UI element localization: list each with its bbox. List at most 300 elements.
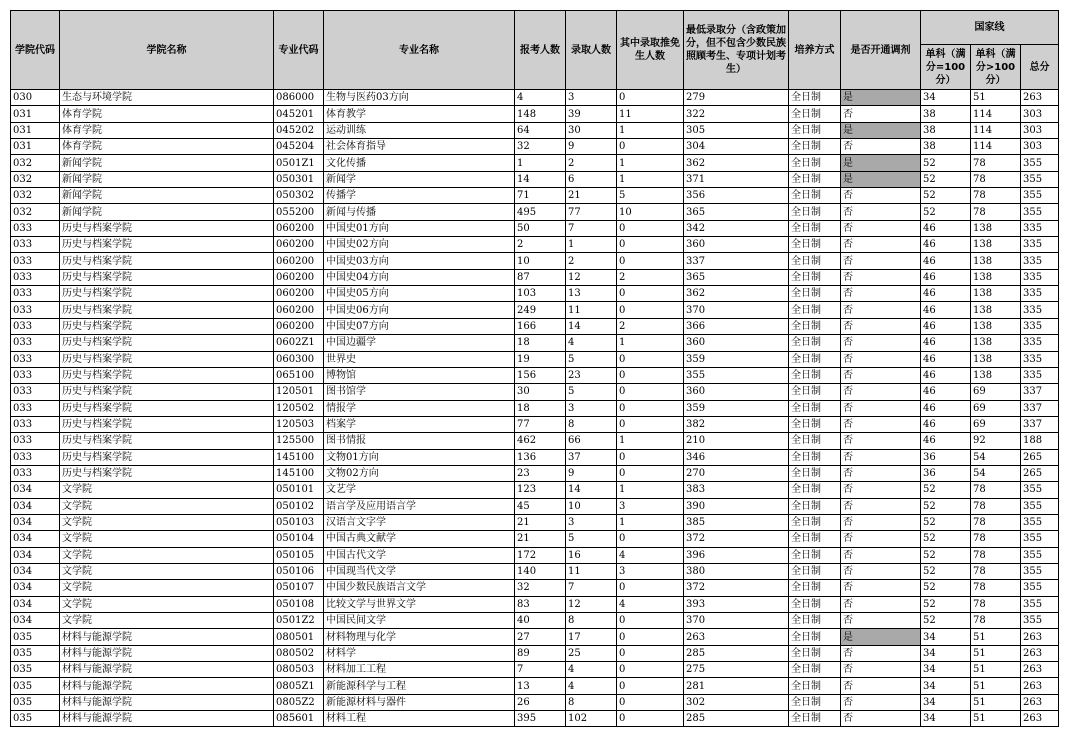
cell-mode: 全日制 [789, 188, 841, 204]
cell-adjust: 否 [841, 237, 921, 253]
table-row [11, 449, 1059, 465]
cell-college-code: 033 [11, 302, 60, 318]
cell-single-100: 46 [921, 367, 971, 383]
cell-major-code: 045204 [274, 139, 324, 155]
cell-college-name: 新闻学院 [60, 188, 274, 204]
cell-college-code: 035 [11, 694, 60, 710]
cell-adjust: 否 [841, 351, 921, 367]
cell-total: 303 [1021, 139, 1059, 155]
cell-college-name: 材料与能源学院 [60, 629, 274, 645]
col-header-college-name: 学院名称 [60, 11, 274, 90]
cell-college-code: 033 [11, 367, 60, 383]
cell-mode: 全日制 [789, 547, 841, 563]
cell-major-code: 145100 [274, 449, 324, 465]
table-row [11, 269, 1059, 285]
cell-college-code: 033 [11, 220, 60, 236]
cell-college-code: 035 [11, 662, 60, 678]
cell-admitted: 9 [566, 465, 617, 481]
cell-mode: 全日制 [789, 318, 841, 334]
cell-applicants: 50 [515, 220, 566, 236]
cell-min-score: 305 [684, 122, 789, 138]
cell-major-code: 050106 [274, 563, 324, 579]
cell-total: 355 [1021, 514, 1059, 530]
cell-single-100: 46 [921, 269, 971, 285]
cell-single-over100: 69 [971, 384, 1021, 400]
cell-major-code: 050103 [274, 514, 324, 530]
cell-adjust: 否 [841, 433, 921, 449]
cell-mode: 全日制 [789, 171, 841, 187]
cell-college-code: 031 [11, 106, 60, 122]
col-header-min-score: 最低录取分（含政策加分，但不包含少数民族照顾考生、专项计划考生） [684, 11, 789, 90]
cell-major-name: 档案学 [324, 416, 515, 432]
cell-college-name: 生态与环境学院 [60, 90, 274, 106]
cell-exempt: 0 [617, 384, 684, 400]
table-row [11, 531, 1059, 547]
cell-min-score: 275 [684, 662, 789, 678]
cell-college-name: 材料与能源学院 [60, 678, 274, 694]
cell-college-code: 033 [11, 416, 60, 432]
cell-college-name: 文学院 [60, 580, 274, 596]
cell-college-code: 031 [11, 139, 60, 155]
table-row [11, 580, 1059, 596]
cell-major-name: 中国史07方向 [324, 318, 515, 334]
cell-applicants: 71 [515, 188, 566, 204]
cell-major-name: 社会体育指导 [324, 139, 515, 155]
cell-total: 355 [1021, 482, 1059, 498]
cell-mode: 全日制 [789, 269, 841, 285]
cell-admitted: 13 [566, 286, 617, 302]
cell-adjust: 是 [841, 155, 921, 171]
cell-single-over100: 138 [971, 302, 1021, 318]
cell-major-code: 055200 [274, 204, 324, 220]
cell-admitted: 16 [566, 547, 617, 563]
cell-adjust: 否 [841, 269, 921, 285]
cell-adjust: 否 [841, 662, 921, 678]
table-row [11, 335, 1059, 351]
cell-applicants: 172 [515, 547, 566, 563]
cell-adjust: 否 [841, 220, 921, 236]
cell-admitted: 1 [566, 237, 617, 253]
cell-exempt: 0 [617, 367, 684, 383]
cell-admitted: 6 [566, 171, 617, 187]
cell-college-code: 033 [11, 253, 60, 269]
cell-applicants: 249 [515, 302, 566, 318]
cell-applicants: 7 [515, 662, 566, 678]
cell-mode: 全日制 [789, 465, 841, 481]
cell-total: 355 [1021, 204, 1059, 220]
cell-single-over100: 78 [971, 514, 1021, 530]
cell-admitted: 8 [566, 613, 617, 629]
cell-applicants: 19 [515, 351, 566, 367]
cell-single-100: 34 [921, 645, 971, 661]
cell-single-over100: 69 [971, 416, 1021, 432]
cell-college-name: 历史与档案学院 [60, 269, 274, 285]
cell-mode: 全日制 [789, 220, 841, 236]
cell-applicants: 166 [515, 318, 566, 334]
table-row [11, 416, 1059, 432]
cell-major-code: 080502 [274, 645, 324, 661]
cell-single-100: 52 [921, 613, 971, 629]
cell-min-score: 371 [684, 171, 789, 187]
cell-major-code: 060200 [274, 286, 324, 302]
cell-admitted: 4 [566, 662, 617, 678]
cell-major-name: 世界史 [324, 351, 515, 367]
cell-applicants: 32 [515, 580, 566, 596]
cell-exempt: 0 [617, 629, 684, 645]
cell-single-over100: 114 [971, 106, 1021, 122]
col-header-national-line: 国家线 [921, 11, 1059, 45]
cell-exempt: 11 [617, 106, 684, 122]
cell-exempt: 3 [617, 563, 684, 579]
cell-exempt: 0 [617, 645, 684, 661]
cell-major-code: 080503 [274, 662, 324, 678]
cell-single-over100: 138 [971, 286, 1021, 302]
table-row [11, 514, 1059, 530]
cell-major-name: 语言学及应用语言学 [324, 498, 515, 514]
cell-applicants: 156 [515, 367, 566, 383]
cell-single-over100: 138 [971, 237, 1021, 253]
cell-major-code: 0602Z1 [274, 335, 324, 351]
cell-college-code: 031 [11, 122, 60, 138]
cell-total: 335 [1021, 269, 1059, 285]
cell-single-over100: 51 [971, 90, 1021, 106]
cell-adjust: 否 [841, 678, 921, 694]
cell-min-score: 285 [684, 645, 789, 661]
cell-total: 303 [1021, 106, 1059, 122]
cell-total: 263 [1021, 694, 1059, 710]
cell-major-name: 中国古典文献学 [324, 531, 515, 547]
cell-major-name: 中国少数民族语言文学 [324, 580, 515, 596]
cell-total: 355 [1021, 547, 1059, 563]
cell-total: 335 [1021, 318, 1059, 334]
cell-single-100: 52 [921, 204, 971, 220]
cell-major-name: 中国史01方向 [324, 220, 515, 236]
cell-admitted: 77 [566, 204, 617, 220]
cell-applicants: 495 [515, 204, 566, 220]
cell-total: 337 [1021, 384, 1059, 400]
cell-major-name: 新能源科学与工程 [324, 678, 515, 694]
cell-single-100: 52 [921, 580, 971, 596]
cell-major-code: 060200 [274, 220, 324, 236]
table-row [11, 613, 1059, 629]
cell-total: 303 [1021, 122, 1059, 138]
cell-mode: 全日制 [789, 286, 841, 302]
cell-mode: 全日制 [789, 580, 841, 596]
cell-min-score: 372 [684, 580, 789, 596]
cell-college-name: 文学院 [60, 514, 274, 530]
cell-major-name: 材料物理与化学 [324, 629, 515, 645]
cell-college-code: 034 [11, 531, 60, 547]
cell-exempt: 0 [617, 253, 684, 269]
cell-admitted: 11 [566, 302, 617, 318]
cell-adjust: 是 [841, 629, 921, 645]
col-header-college-code: 学院代码 [11, 11, 60, 90]
cell-min-score: 370 [684, 302, 789, 318]
cell-exempt: 4 [617, 596, 684, 612]
cell-min-score: 355 [684, 367, 789, 383]
cell-single-over100: 114 [971, 122, 1021, 138]
cell-admitted: 2 [566, 155, 617, 171]
cell-major-name: 汉语言文字学 [324, 514, 515, 530]
cell-college-code: 034 [11, 482, 60, 498]
cell-single-over100: 138 [971, 318, 1021, 334]
cell-single-100: 34 [921, 678, 971, 694]
cell-min-score: 285 [684, 711, 789, 727]
admission-score-table [10, 10, 1059, 727]
cell-single-100: 36 [921, 449, 971, 465]
cell-college-code: 033 [11, 465, 60, 481]
col-header-mode: 培养方式 [789, 11, 841, 90]
cell-major-name: 中国边疆学 [324, 335, 515, 351]
cell-exempt: 1 [617, 433, 684, 449]
table-row [11, 302, 1059, 318]
cell-major-code: 0501Z2 [274, 613, 324, 629]
cell-college-name: 历史与档案学院 [60, 400, 274, 416]
cell-total: 263 [1021, 90, 1059, 106]
cell-college-code: 035 [11, 711, 60, 727]
cell-exempt: 0 [617, 580, 684, 596]
table-row [11, 678, 1059, 694]
cell-total: 355 [1021, 171, 1059, 187]
cell-major-name: 材料加工工程 [324, 662, 515, 678]
cell-applicants: 18 [515, 335, 566, 351]
cell-adjust: 否 [841, 596, 921, 612]
table-row [11, 367, 1059, 383]
cell-mode: 全日制 [789, 204, 841, 220]
cell-admitted: 5 [566, 351, 617, 367]
cell-major-name: 文艺学 [324, 482, 515, 498]
cell-college-name: 历史与档案学院 [60, 302, 274, 318]
cell-college-code: 033 [11, 384, 60, 400]
cell-admitted: 30 [566, 122, 617, 138]
cell-major-code: 050108 [274, 596, 324, 612]
cell-single-100: 52 [921, 171, 971, 187]
cell-applicants: 26 [515, 694, 566, 710]
cell-total: 335 [1021, 220, 1059, 236]
cell-single-100: 52 [921, 596, 971, 612]
cell-total: 355 [1021, 155, 1059, 171]
cell-major-code: 120501 [274, 384, 324, 400]
cell-total: 188 [1021, 433, 1059, 449]
cell-mode: 全日制 [789, 384, 841, 400]
cell-college-name: 新闻学院 [60, 155, 274, 171]
cell-mode: 全日制 [789, 711, 841, 727]
table-row [11, 694, 1059, 710]
cell-single-over100: 78 [971, 613, 1021, 629]
cell-major-code: 086000 [274, 90, 324, 106]
cell-mode: 全日制 [789, 694, 841, 710]
cell-college-name: 历史与档案学院 [60, 384, 274, 400]
admission-table-container [10, 10, 1058, 727]
cell-applicants: 87 [515, 269, 566, 285]
cell-single-over100: 51 [971, 678, 1021, 694]
cell-college-name: 体育学院 [60, 139, 274, 155]
cell-college-code: 035 [11, 629, 60, 645]
cell-applicants: 18 [515, 400, 566, 416]
cell-adjust: 否 [841, 498, 921, 514]
cell-exempt: 0 [617, 613, 684, 629]
cell-total: 337 [1021, 400, 1059, 416]
cell-major-name: 中国史03方向 [324, 253, 515, 269]
cell-min-score: 342 [684, 220, 789, 236]
cell-single-over100: 138 [971, 367, 1021, 383]
cell-major-name: 中国现当代文学 [324, 563, 515, 579]
cell-major-name: 中国史04方向 [324, 269, 515, 285]
col-header-major-code: 专业代码 [274, 11, 324, 90]
cell-adjust: 否 [841, 318, 921, 334]
cell-single-100: 52 [921, 498, 971, 514]
cell-single-over100: 78 [971, 482, 1021, 498]
cell-major-code: 065100 [274, 367, 324, 383]
col-header-single-over100: 单科（满分>100分） [971, 45, 1021, 90]
cell-total: 355 [1021, 498, 1059, 514]
table-row [11, 237, 1059, 253]
cell-major-name: 中国史02方向 [324, 237, 515, 253]
cell-min-score: 360 [684, 237, 789, 253]
cell-min-score: 396 [684, 547, 789, 563]
cell-exempt: 0 [617, 90, 684, 106]
cell-college-code: 032 [11, 204, 60, 220]
cell-college-code: 033 [11, 433, 60, 449]
cell-total: 335 [1021, 237, 1059, 253]
cell-min-score: 322 [684, 106, 789, 122]
cell-single-100: 46 [921, 253, 971, 269]
cell-single-100: 52 [921, 155, 971, 171]
cell-exempt: 2 [617, 269, 684, 285]
table-body [11, 90, 1059, 727]
cell-major-code: 145100 [274, 465, 324, 481]
cell-exempt: 0 [617, 711, 684, 727]
cell-min-score: 380 [684, 563, 789, 579]
table-row [11, 155, 1059, 171]
cell-single-100: 46 [921, 335, 971, 351]
cell-applicants: 395 [515, 711, 566, 727]
cell-exempt: 0 [617, 139, 684, 155]
cell-total: 335 [1021, 367, 1059, 383]
cell-single-100: 38 [921, 139, 971, 155]
header-row-top [11, 11, 1059, 45]
cell-admitted: 17 [566, 629, 617, 645]
cell-total: 355 [1021, 613, 1059, 629]
cell-adjust: 否 [841, 204, 921, 220]
cell-min-score: 360 [684, 335, 789, 351]
cell-college-name: 材料与能源学院 [60, 645, 274, 661]
cell-major-name: 中国古代文学 [324, 547, 515, 563]
cell-total: 335 [1021, 302, 1059, 318]
cell-min-score: 279 [684, 90, 789, 106]
cell-total: 335 [1021, 286, 1059, 302]
cell-single-over100: 78 [971, 531, 1021, 547]
cell-single-100: 46 [921, 302, 971, 318]
cell-college-name: 历史与档案学院 [60, 335, 274, 351]
cell-mode: 全日制 [789, 106, 841, 122]
table-row [11, 400, 1059, 416]
cell-exempt: 0 [617, 416, 684, 432]
cell-college-name: 历史与档案学院 [60, 351, 274, 367]
cell-mode: 全日制 [789, 367, 841, 383]
cell-college-code: 034 [11, 563, 60, 579]
cell-admitted: 66 [566, 433, 617, 449]
cell-total: 355 [1021, 596, 1059, 612]
cell-major-code: 060200 [274, 253, 324, 269]
cell-adjust: 否 [841, 514, 921, 530]
cell-single-100: 34 [921, 662, 971, 678]
cell-college-name: 历史与档案学院 [60, 220, 274, 236]
cell-mode: 全日制 [789, 400, 841, 416]
cell-applicants: 30 [515, 384, 566, 400]
cell-applicants: 23 [515, 465, 566, 481]
cell-single-over100: 78 [971, 171, 1021, 187]
cell-total: 335 [1021, 253, 1059, 269]
cell-single-over100: 51 [971, 645, 1021, 661]
cell-exempt: 3 [617, 498, 684, 514]
cell-college-code: 034 [11, 498, 60, 514]
cell-applicants: 148 [515, 106, 566, 122]
cell-min-score: 382 [684, 416, 789, 432]
cell-adjust: 否 [841, 384, 921, 400]
cell-total: 335 [1021, 335, 1059, 351]
cell-adjust: 否 [841, 188, 921, 204]
cell-major-name: 文化传播 [324, 155, 515, 171]
cell-min-score: 383 [684, 482, 789, 498]
cell-college-code: 033 [11, 335, 60, 351]
cell-exempt: 1 [617, 514, 684, 530]
cell-major-name: 传播学 [324, 188, 515, 204]
cell-college-name: 新闻学院 [60, 204, 274, 220]
table-row [11, 188, 1059, 204]
cell-exempt: 0 [617, 351, 684, 367]
cell-admitted: 3 [566, 400, 617, 416]
cell-exempt: 1 [617, 482, 684, 498]
cell-admitted: 9 [566, 139, 617, 155]
cell-min-score: 210 [684, 433, 789, 449]
table-row [11, 253, 1059, 269]
cell-exempt: 0 [617, 237, 684, 253]
cell-adjust: 否 [841, 106, 921, 122]
cell-single-over100: 78 [971, 498, 1021, 514]
cell-major-name: 体育教学 [324, 106, 515, 122]
cell-single-over100: 78 [971, 563, 1021, 579]
table-row [11, 384, 1059, 400]
cell-exempt: 0 [617, 694, 684, 710]
cell-min-score: 359 [684, 400, 789, 416]
cell-exempt: 0 [617, 449, 684, 465]
cell-total: 263 [1021, 645, 1059, 661]
cell-admitted: 14 [566, 482, 617, 498]
cell-mode: 全日制 [789, 416, 841, 432]
table-row [11, 318, 1059, 334]
cell-major-name: 材料工程 [324, 711, 515, 727]
cell-single-over100: 78 [971, 155, 1021, 171]
cell-major-code: 050105 [274, 547, 324, 563]
cell-single-100: 46 [921, 286, 971, 302]
cell-single-100: 52 [921, 188, 971, 204]
cell-college-code: 032 [11, 155, 60, 171]
cell-admitted: 5 [566, 531, 617, 547]
cell-mode: 全日制 [789, 449, 841, 465]
cell-college-code: 035 [11, 645, 60, 661]
cell-single-100: 46 [921, 351, 971, 367]
cell-adjust: 否 [841, 645, 921, 661]
cell-college-name: 文学院 [60, 531, 274, 547]
col-header-adjust: 是否开通调剂 [841, 11, 921, 90]
cell-applicants: 64 [515, 122, 566, 138]
table-row [11, 204, 1059, 220]
cell-major-code: 060200 [274, 237, 324, 253]
cell-applicants: 27 [515, 629, 566, 645]
table-row [11, 139, 1059, 155]
cell-total: 355 [1021, 563, 1059, 579]
